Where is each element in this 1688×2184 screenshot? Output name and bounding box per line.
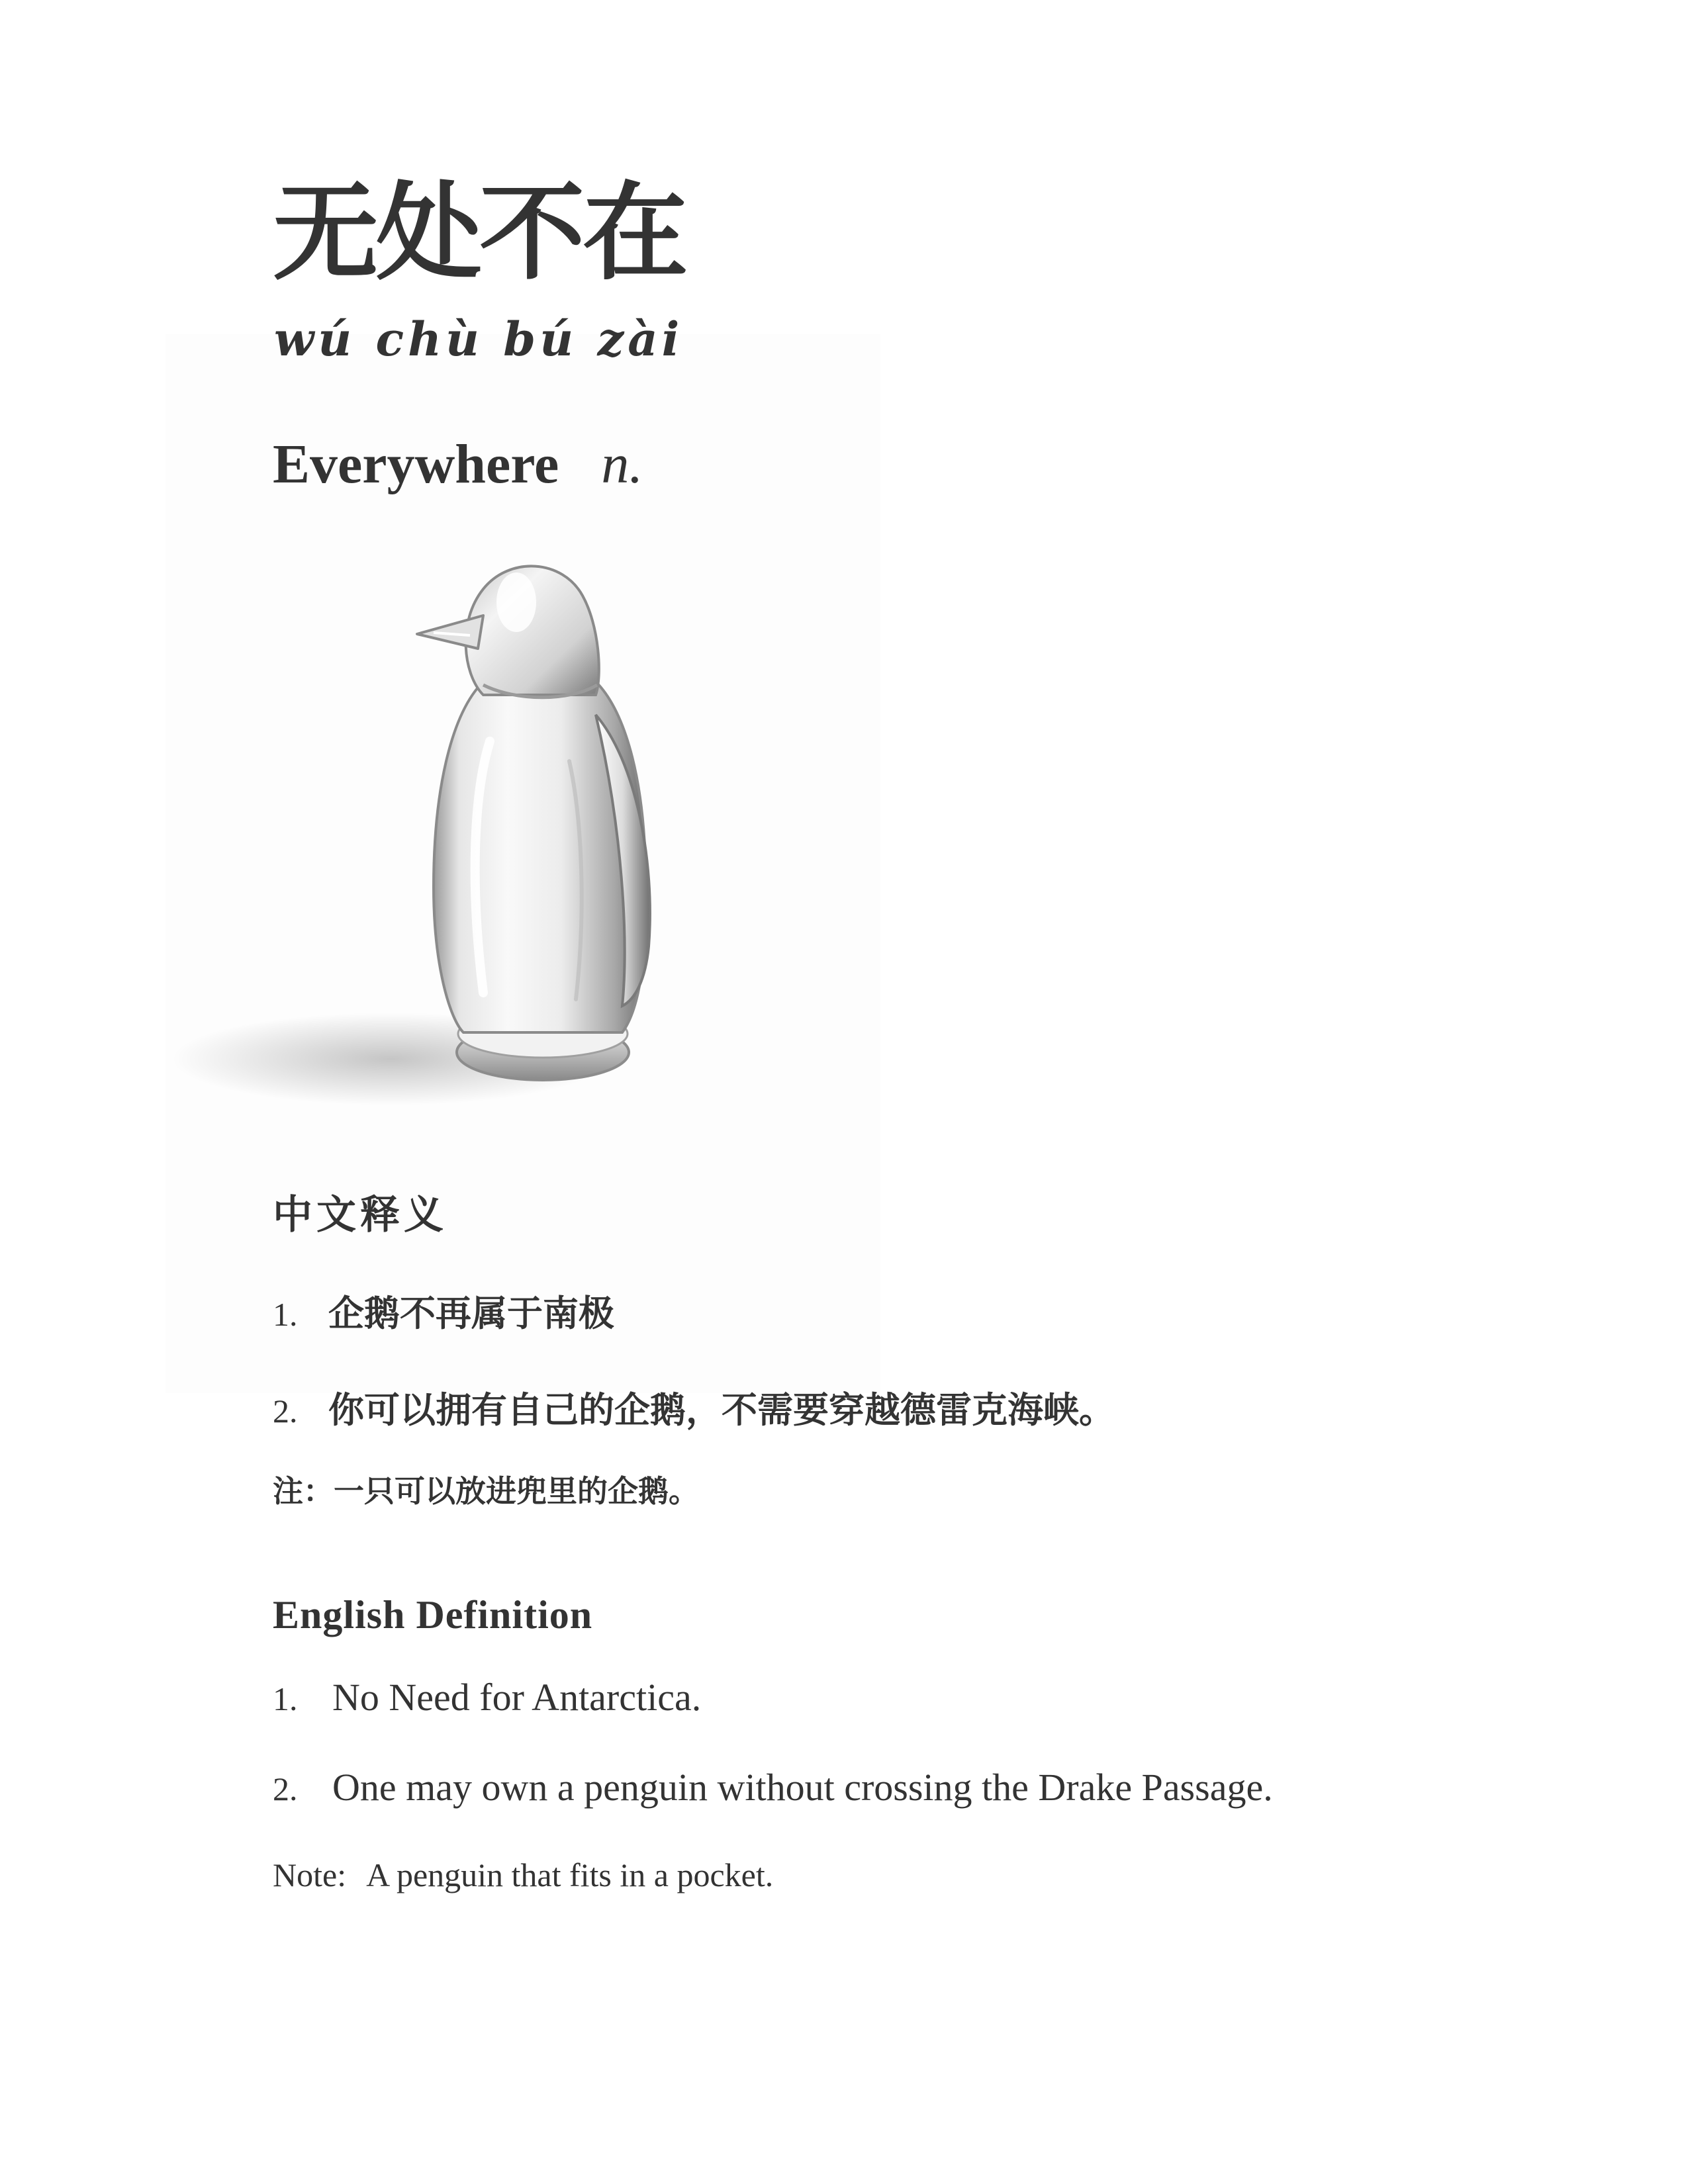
english-definition-item [273,1768,1273,1807]
english-note [273,1858,773,1891]
pinyin: wú chù bú zài [274,312,684,367]
headword: Everywhere [273,433,559,495]
item-text: 你可以拥有自己的企鹅，不需要穿越德雷克海峡。 [328,1389,1115,1431]
english-definition-heading: English Definition [273,1593,593,1637]
chinese-definition-heading: 中文释义 [273,1192,447,1238]
item-text: One may own a penguin without crossing the Drake Passage. [332,1766,1273,1809]
chinese-note: 注：一只可以放进兜里的企鹅。 [273,1473,699,1509]
penguin-figurine-image [172,543,768,1178]
item-text: No Need for Antarctica. [332,1676,702,1719]
chinese-definition-item [273,1389,1115,1431]
item-text: 企鹅不再属于南极 [328,1293,614,1334]
chinese-definition-item [273,1293,614,1334]
entry-title: 无处不在 [273,171,686,295]
glass-penguin-figurine-icon [172,543,768,1178]
note-text: A penguin that fits in a pocket. [366,1856,774,1893]
english-definition-item [273,1678,701,1717]
headword-line [273,433,643,495]
item-number: 1. [273,1296,298,1333]
item-number: 2. [273,1770,298,1807]
part-of-speech: n. [601,433,643,495]
item-number: 2. [273,1392,298,1430]
item-number: 1. [273,1680,298,1717]
note-label: Note: [273,1856,347,1893]
